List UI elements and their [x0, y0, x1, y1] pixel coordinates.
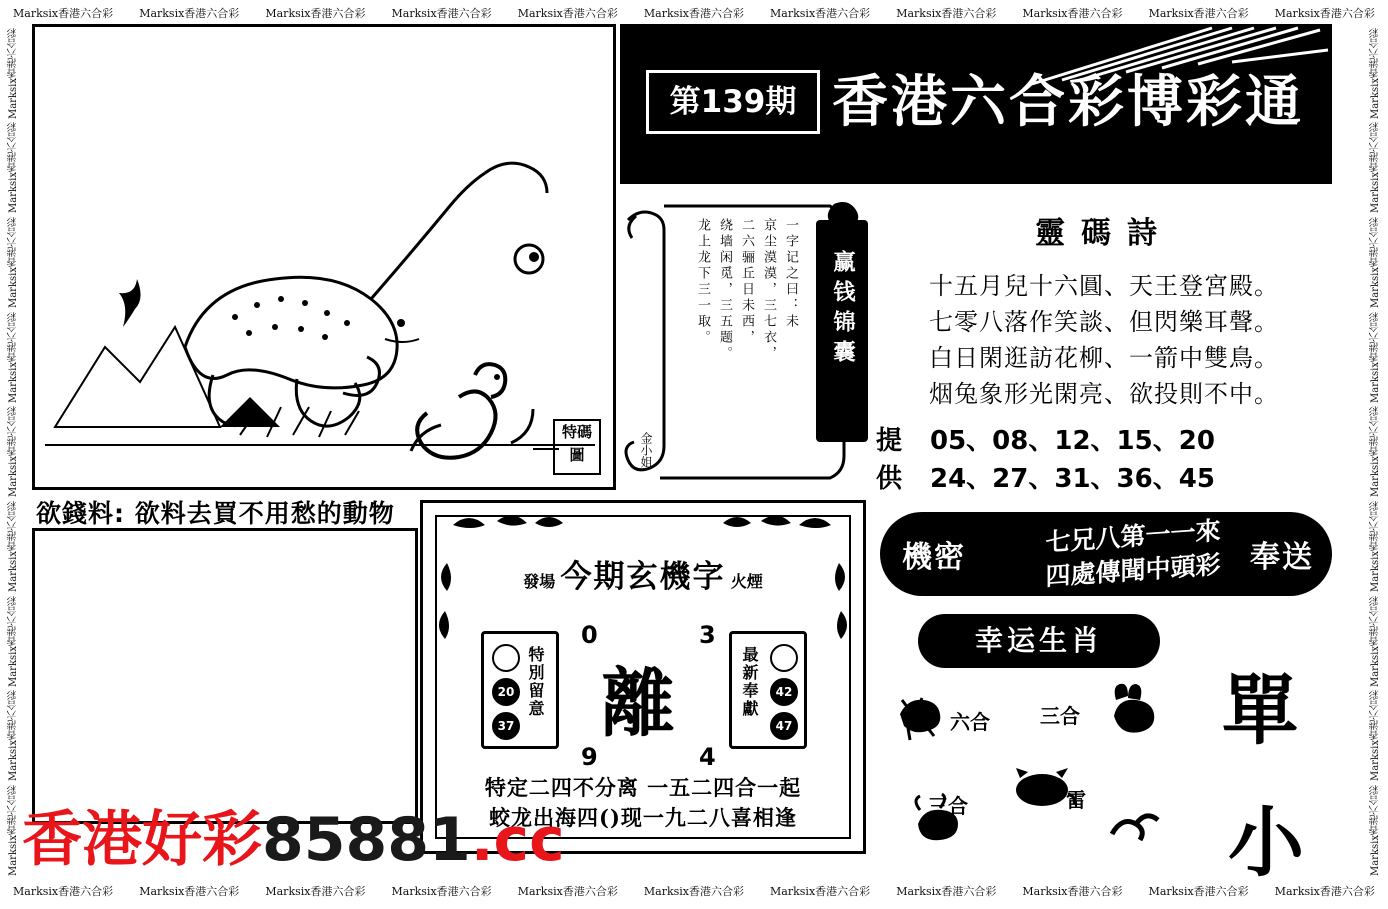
blank-placeholder-box [32, 528, 418, 824]
watermark-text: Marksix香港六合彩 [7, 595, 19, 687]
watermark-text: Marksix香港六合彩 [13, 885, 114, 898]
poem-line-2: 白日閑逛訪花柳、一箭中雙鳥。 [929, 344, 1279, 372]
site-watermark-overlay [22, 792, 922, 875]
poem-line-0: 十五月兒十六圓、天王登宮殿。 [929, 272, 1279, 300]
scroll-col-1: 京尘漠漠，三七衣， [761, 218, 776, 362]
latest-offering-card [729, 631, 807, 749]
mystic-title-row [423, 551, 863, 596]
tips-block [876, 422, 1332, 498]
digit-top-right: 3 [699, 621, 716, 649]
lucky-zodiac-pill: 幸运生肖 [918, 614, 1160, 668]
scroll-col-2: 二六骊丘日未西， [739, 218, 754, 346]
watermark-text: Marksix香港六合彩 [1022, 885, 1123, 898]
tiger-icon [900, 698, 940, 740]
banner-title: 香港六合彩博彩通 [832, 70, 1304, 135]
big-char-second: 小 [1228, 798, 1304, 887]
watermark-top [0, 0, 1388, 26]
watermark-text: Marksix香港六合彩 [770, 7, 871, 20]
watermark-text: Marksix香港六合彩 [1369, 122, 1381, 214]
tips-label-1: 提 [876, 426, 903, 456]
zodiac-label-1: 三合 [1040, 704, 1080, 728]
tips-labels [876, 422, 930, 498]
watermark-text: Marksix香港六合彩 [7, 501, 19, 593]
watermark-text: Marksix香港六合彩 [1369, 785, 1381, 877]
scroll-signature: 金小姐 [639, 432, 653, 468]
watermark-text: Marksix香港六合彩 [896, 885, 997, 898]
watermark-text: Marksix香港六合彩 [1148, 885, 1249, 898]
poem-title: 靈碼詩 [1035, 216, 1173, 251]
mystic-footer-line-2: 蛟龙出海四()现一九二八喜相逢 [489, 805, 797, 830]
right-ball-0 [770, 644, 798, 672]
watermark-text: Marksix香港六合彩 [7, 406, 19, 498]
digit-bottom-left: 9 [581, 743, 598, 771]
watermark-text: Marksix香港六合彩 [770, 885, 871, 898]
watermark-text: Marksix香港六合彩 [139, 7, 240, 20]
big-char-first: 單 [1222, 666, 1298, 755]
page-headline: 欲錢料: 欲料去買不用愁的動物 [36, 499, 395, 528]
snake-lizard-drawing [35, 27, 607, 481]
mystic-title-left: 發場 [523, 572, 556, 591]
poem-line-3: 烟兔象形光閑亮、欲投則不中。 [929, 380, 1279, 408]
watermark-left [0, 26, 26, 878]
poem-line-1: 七零八落作笑談、但閃樂耳聲。 [929, 308, 1279, 336]
watermark-text: Marksix香港六合彩 [1274, 7, 1375, 20]
watermark-text: Marksix香港六合彩 [517, 7, 618, 20]
secret-left-label: 機密 [902, 540, 966, 575]
zodiac-label-2: 三合 [928, 794, 968, 818]
secret-right-label: 奉送 [1250, 540, 1314, 575]
zodiac-symbols [890, 672, 1210, 852]
digit-top-left: 0 [581, 621, 598, 649]
fortune-scroll [620, 196, 868, 486]
watermark-text: Marksix香港六合彩 [265, 885, 366, 898]
mystic-center-character: 離 [601, 661, 675, 747]
watermark-text: Marksix香港六合彩 [1369, 27, 1381, 119]
watermark-text: Marksix香港六合彩 [1369, 311, 1381, 403]
secret-verse [998, 511, 1268, 598]
watermark-text: Marksix香港六合彩 [139, 885, 240, 898]
scroll-col-3: 绕墙闲觅，三五题。 [717, 218, 732, 362]
watermark-text: Marksix香港六合彩 [391, 7, 492, 20]
scroll-col-0: 一字记之曰：未 [783, 218, 798, 330]
watermark-text: Marksix香港六合彩 [265, 7, 366, 20]
zodiac-label-0: 六合 [950, 710, 990, 734]
secret-line-1: 七兄八第一一來 [1045, 515, 1221, 558]
watermark-text: Marksix香港六合彩 [643, 885, 744, 898]
scroll-col-4: 龙上龙下三一取。 [695, 218, 710, 346]
zodiac-label-3: 雷 [1066, 788, 1086, 812]
tips-label-2: 供 [876, 464, 903, 494]
lucky-poem [876, 196, 1332, 496]
watermark-text: Marksix香港六合彩 [1369, 595, 1381, 687]
mystic-title-right: 火煙 [730, 572, 763, 591]
digit-bottom-right: 4 [699, 743, 716, 771]
watermark-text: Marksix香港六合彩 [7, 27, 19, 119]
watermark-text: Marksix香港六合彩 [7, 690, 19, 782]
watermark-text: Marksix香港六合彩 [1369, 406, 1381, 498]
latest-offering-label: 最新奉獻 [740, 646, 759, 718]
snake-icon [1112, 816, 1158, 840]
tips-row-2: 24、27、31、36、45 [930, 464, 1215, 494]
watermark-text: Marksix香港六合彩 [7, 311, 19, 403]
mystic-footer-line-1: 特定二四不分离 一五二四合一起 [484, 775, 802, 800]
secret-banner [880, 512, 1332, 596]
left-ball-0 [492, 644, 520, 672]
watermark-text: Marksix香港六合彩 [7, 785, 19, 877]
left-ball-2: 37 [492, 712, 520, 740]
watermark-text: Marksix香港六合彩 [1369, 690, 1381, 782]
right-ball-1: 42 [770, 678, 798, 706]
overlay-text-red-2: .cc [470, 805, 565, 875]
zodiac-animal-icons [890, 672, 1210, 852]
left-ball-1: 20 [492, 678, 520, 706]
title-banner [620, 24, 1332, 184]
secret-line-2: 四處傳聞中頭彩 [1045, 549, 1221, 592]
watermark-bottom [0, 878, 1388, 904]
tips-numbers [930, 422, 1215, 498]
scroll-black-label: 赢钱锦囊 [830, 250, 856, 370]
overlay-text-red-1: 香港好彩 [22, 805, 262, 875]
watermark-text: Marksix香港六合彩 [1369, 501, 1381, 593]
mystic-title-main: 今期玄機字 [560, 559, 726, 595]
watermark-text: Marksix香港六合彩 [1148, 7, 1249, 20]
special-attention-card [481, 631, 559, 749]
right-ball-2: 47 [770, 712, 798, 740]
tips-row-1: 05、08、12、15、20 [930, 426, 1215, 456]
watermark-text: Marksix香港六合彩 [7, 217, 19, 309]
special-attention-label: 特別留意 [526, 646, 545, 718]
watermark-text: Marksix香港六合彩 [643, 7, 744, 20]
feature-illustration [32, 24, 616, 490]
issue-number: 第139期 [646, 70, 820, 134]
watermark-text: Marksix香港六合彩 [391, 885, 492, 898]
watermark-text: Marksix香港六合彩 [1274, 885, 1375, 898]
overlay-text-dark: 85881 [262, 805, 471, 875]
watermark-right [1362, 26, 1388, 878]
picture-caption: 特碼圖 [553, 419, 601, 475]
rabbit-icon [1114, 684, 1154, 733]
scroll-black-tab [816, 220, 868, 442]
watermark-text: Marksix香港六合彩 [517, 885, 618, 898]
watermark-text: Marksix香港六合彩 [896, 7, 997, 20]
watermark-text: Marksix香港六合彩 [13, 7, 114, 20]
watermark-text: Marksix香港六合彩 [7, 122, 19, 214]
watermark-text: Marksix香港六合彩 [1022, 7, 1123, 20]
watermark-text: Marksix香港六合彩 [1369, 217, 1381, 309]
scroll-verse [638, 218, 798, 448]
